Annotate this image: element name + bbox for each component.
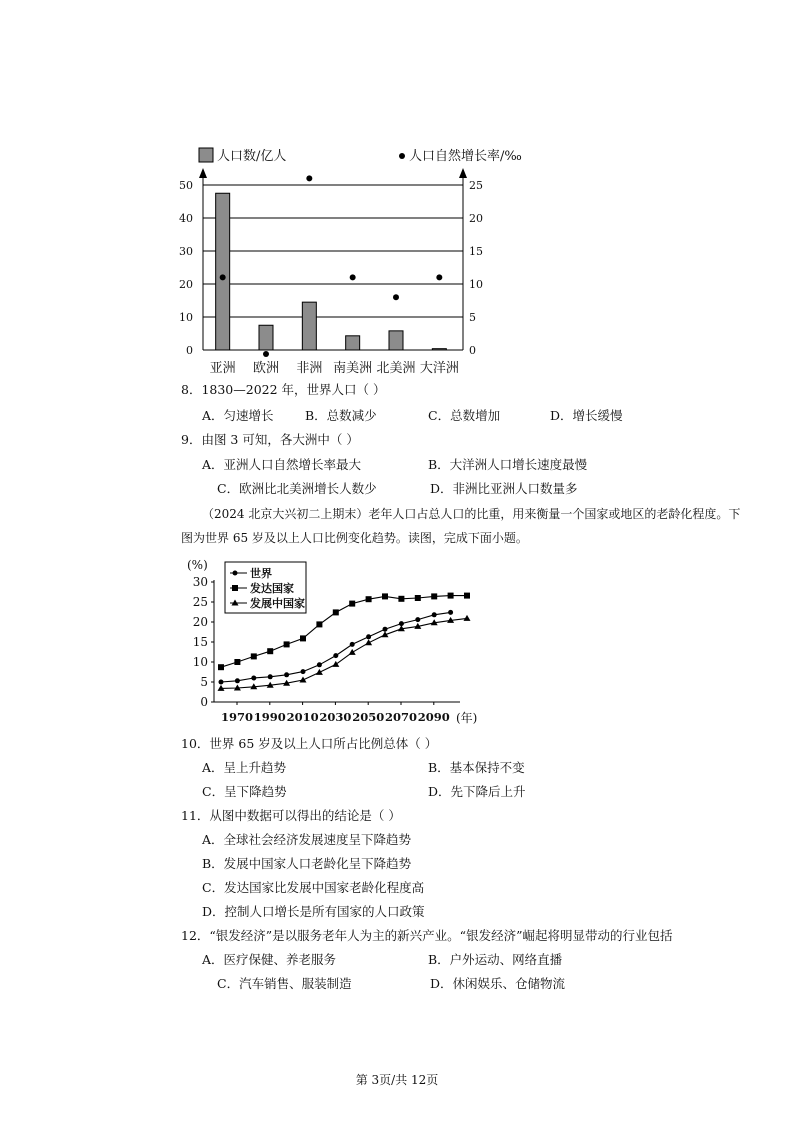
right-tick-label: 10 — [469, 278, 483, 291]
world-point — [301, 669, 306, 674]
world-point — [350, 642, 355, 647]
q10-option-b[interactable]: B．基本保持不变 — [428, 760, 525, 775]
category-label: 大洋洲 — [419, 361, 459, 376]
world-point — [268, 674, 273, 679]
legend-dot-swatch — [399, 153, 405, 159]
legend-label: 发达国家 — [250, 582, 294, 595]
x-tick-label: 2070 — [384, 710, 418, 724]
developing-point — [349, 649, 356, 655]
q10-option-a[interactable]: A．呈上升趋势 — [202, 760, 287, 775]
developed-point — [464, 593, 470, 599]
category-label: 亚洲 — [209, 361, 236, 376]
right-tick-label: 20 — [469, 212, 483, 225]
q10-option-c[interactable]: C．呈下降趋势 — [202, 784, 287, 799]
left-axis-arrow — [199, 168, 207, 178]
q10-stem: 10．世界 65 岁及以上人口所占比例总体（ ） — [181, 736, 438, 751]
legend-label: 世界 — [250, 567, 272, 580]
q8-stem: 8．1830—2022 年，世界人口（ ） — [181, 382, 386, 397]
growth-rate-dot — [220, 274, 226, 280]
category-label: 南美洲 — [333, 361, 373, 376]
world-point — [415, 617, 420, 622]
right-tick-label: 25 — [469, 179, 483, 192]
developing-point — [316, 669, 323, 675]
q12-stem: 12．“银发经济”是以服务老年人为主的新兴产业。“银发经济”崛起将明显带动的行业包括 — [181, 928, 673, 943]
q11-stem: 11．从图中数据可以得出的结论是（ ） — [181, 808, 401, 823]
developed-point — [333, 609, 339, 615]
world-point — [448, 610, 453, 615]
y-tick-label: 0 — [200, 695, 208, 709]
growth-rate-dot — [350, 274, 356, 280]
intro-line-2: 图为世界 65 岁及以上人口比例变化趋势。读图，完成下面小题。 — [181, 531, 528, 545]
left-tick-label: 0 — [186, 344, 193, 357]
q11-option-a[interactable]: A．全球社会经济发展速度呈下降趋势 — [202, 832, 412, 847]
y-tick-label: 5 — [200, 675, 208, 689]
left-tick-label: 40 — [179, 212, 193, 225]
x-tick-label: 2030 — [319, 710, 352, 724]
world-point — [219, 680, 224, 685]
q9-option-d[interactable]: D．非洲比亚洲人口数量多 — [430, 481, 578, 496]
q9-option-b[interactable]: B．大洋洲人口增长速度最慢 — [428, 457, 588, 472]
world-point — [284, 672, 289, 677]
legend-bar-label: 人口数/亿人 — [217, 149, 287, 164]
right-tick-label: 5 — [469, 311, 476, 324]
left-tick-label: 10 — [179, 311, 193, 324]
left-tick-label: 30 — [179, 245, 193, 258]
world-point — [317, 662, 322, 667]
world-point — [251, 676, 256, 681]
world-point — [333, 653, 338, 658]
developing-point — [332, 661, 339, 667]
q12-option-c[interactable]: C．汽车销售、服装制造 — [217, 976, 352, 991]
population-bar — [302, 302, 316, 350]
category-label: 非洲 — [296, 361, 323, 376]
y-unit-label: (%) — [187, 558, 208, 572]
legend-label: 发展中国家 — [250, 597, 305, 610]
y-tick-label: 15 — [192, 635, 208, 649]
developed-point — [251, 653, 257, 659]
x-tick-label: 2010 — [286, 710, 319, 724]
developed-point — [267, 648, 273, 654]
developed-point — [284, 641, 290, 647]
q8-option-b[interactable]: B．总数减少 — [305, 408, 377, 423]
q11-option-d[interactable]: D．控制人口增长是所有国家的人口政策 — [202, 904, 425, 919]
x-tick-label: 2090 — [417, 710, 450, 724]
category-label: 欧洲 — [252, 361, 280, 376]
q12-option-a[interactable]: A．医疗保健、养老服务 — [202, 952, 337, 967]
q9-option-a[interactable]: A．亚洲人口自然增长率最大 — [202, 457, 362, 472]
x-unit-label: (年) — [456, 711, 478, 725]
developed-point — [300, 635, 306, 641]
x-tick-label: 1990 — [253, 710, 286, 724]
left-tick-label: 20 — [179, 278, 193, 291]
population-bar — [346, 336, 360, 350]
aging-trend-chart — [0, 552, 794, 732]
developed-point — [431, 593, 437, 599]
right-axis-arrow — [459, 168, 467, 178]
world-point — [235, 678, 240, 683]
developed-point — [448, 593, 454, 599]
developed-point — [218, 664, 224, 670]
world-point — [383, 627, 388, 632]
q9-stem: 9．由图 3 可知，各大洲中（ ） — [181, 432, 359, 447]
developed-point — [316, 621, 322, 627]
legend-marker — [233, 571, 238, 576]
q11-option-b[interactable]: B．发展中国家人口老龄化呈下降趋势 — [202, 856, 412, 871]
developed-point — [349, 601, 355, 607]
world-point — [366, 634, 371, 639]
q8-option-c[interactable]: C．总数增加 — [428, 408, 501, 423]
q8-option-d[interactable]: D．增长缓慢 — [550, 408, 623, 423]
y-tick-label: 30 — [192, 575, 208, 589]
developed-point — [366, 596, 372, 602]
population-bar — [259, 325, 273, 350]
y-tick-label: 20 — [192, 615, 208, 629]
q12-option-b[interactable]: B．户外运动、网络直播 — [428, 952, 563, 967]
right-tick-label: 15 — [469, 245, 483, 258]
q11-option-c[interactable]: C．发达国家比发展中国家老龄化程度高 — [202, 880, 425, 895]
growth-rate-dot — [436, 274, 442, 280]
y-tick-label: 10 — [192, 655, 208, 669]
left-tick-label: 50 — [179, 179, 193, 192]
developed-point — [382, 593, 388, 599]
world-line — [221, 612, 451, 682]
developed-point — [415, 595, 421, 601]
q8-option-a[interactable]: A．匀速增长 — [202, 408, 274, 423]
developing-point — [300, 677, 307, 683]
world-point — [432, 612, 437, 617]
category-label: 北美洲 — [376, 361, 416, 376]
page-footer: 第 3页/共 12页 — [355, 1073, 439, 1087]
legend-dot-label: 人口自然增长率/‰ — [409, 149, 522, 164]
growth-rate-dot — [306, 175, 312, 181]
intro-line-1: （2024 北京大兴初二上期末）老年人口占总人口的比重，用来衡量一个国家或地区的老龄化程度。下 — [202, 507, 741, 521]
population-bar — [432, 349, 446, 350]
right-tick-label: 0 — [469, 344, 476, 357]
x-tick-label: 1970 — [220, 710, 254, 724]
population-chart — [0, 0, 794, 380]
y-tick-label: 25 — [192, 595, 208, 609]
q12-option-d[interactable]: D．休闲娱乐、仓储物流 — [430, 976, 566, 991]
population-bar — [389, 331, 403, 350]
q10-option-d[interactable]: D．先下降后上升 — [428, 784, 526, 799]
legend-bar-swatch — [199, 148, 213, 162]
developed-point — [398, 596, 404, 602]
x-tick-label: 2050 — [352, 710, 385, 724]
developed-point — [234, 659, 240, 665]
developing-point — [464, 615, 471, 621]
growth-rate-dot — [393, 294, 399, 300]
developing-point — [365, 639, 372, 645]
growth-rate-dot — [263, 351, 269, 357]
legend-marker — [232, 585, 238, 591]
q9-option-c[interactable]: C．欧洲比北美洲增长人数少 — [217, 481, 377, 496]
population-bar — [216, 193, 230, 350]
